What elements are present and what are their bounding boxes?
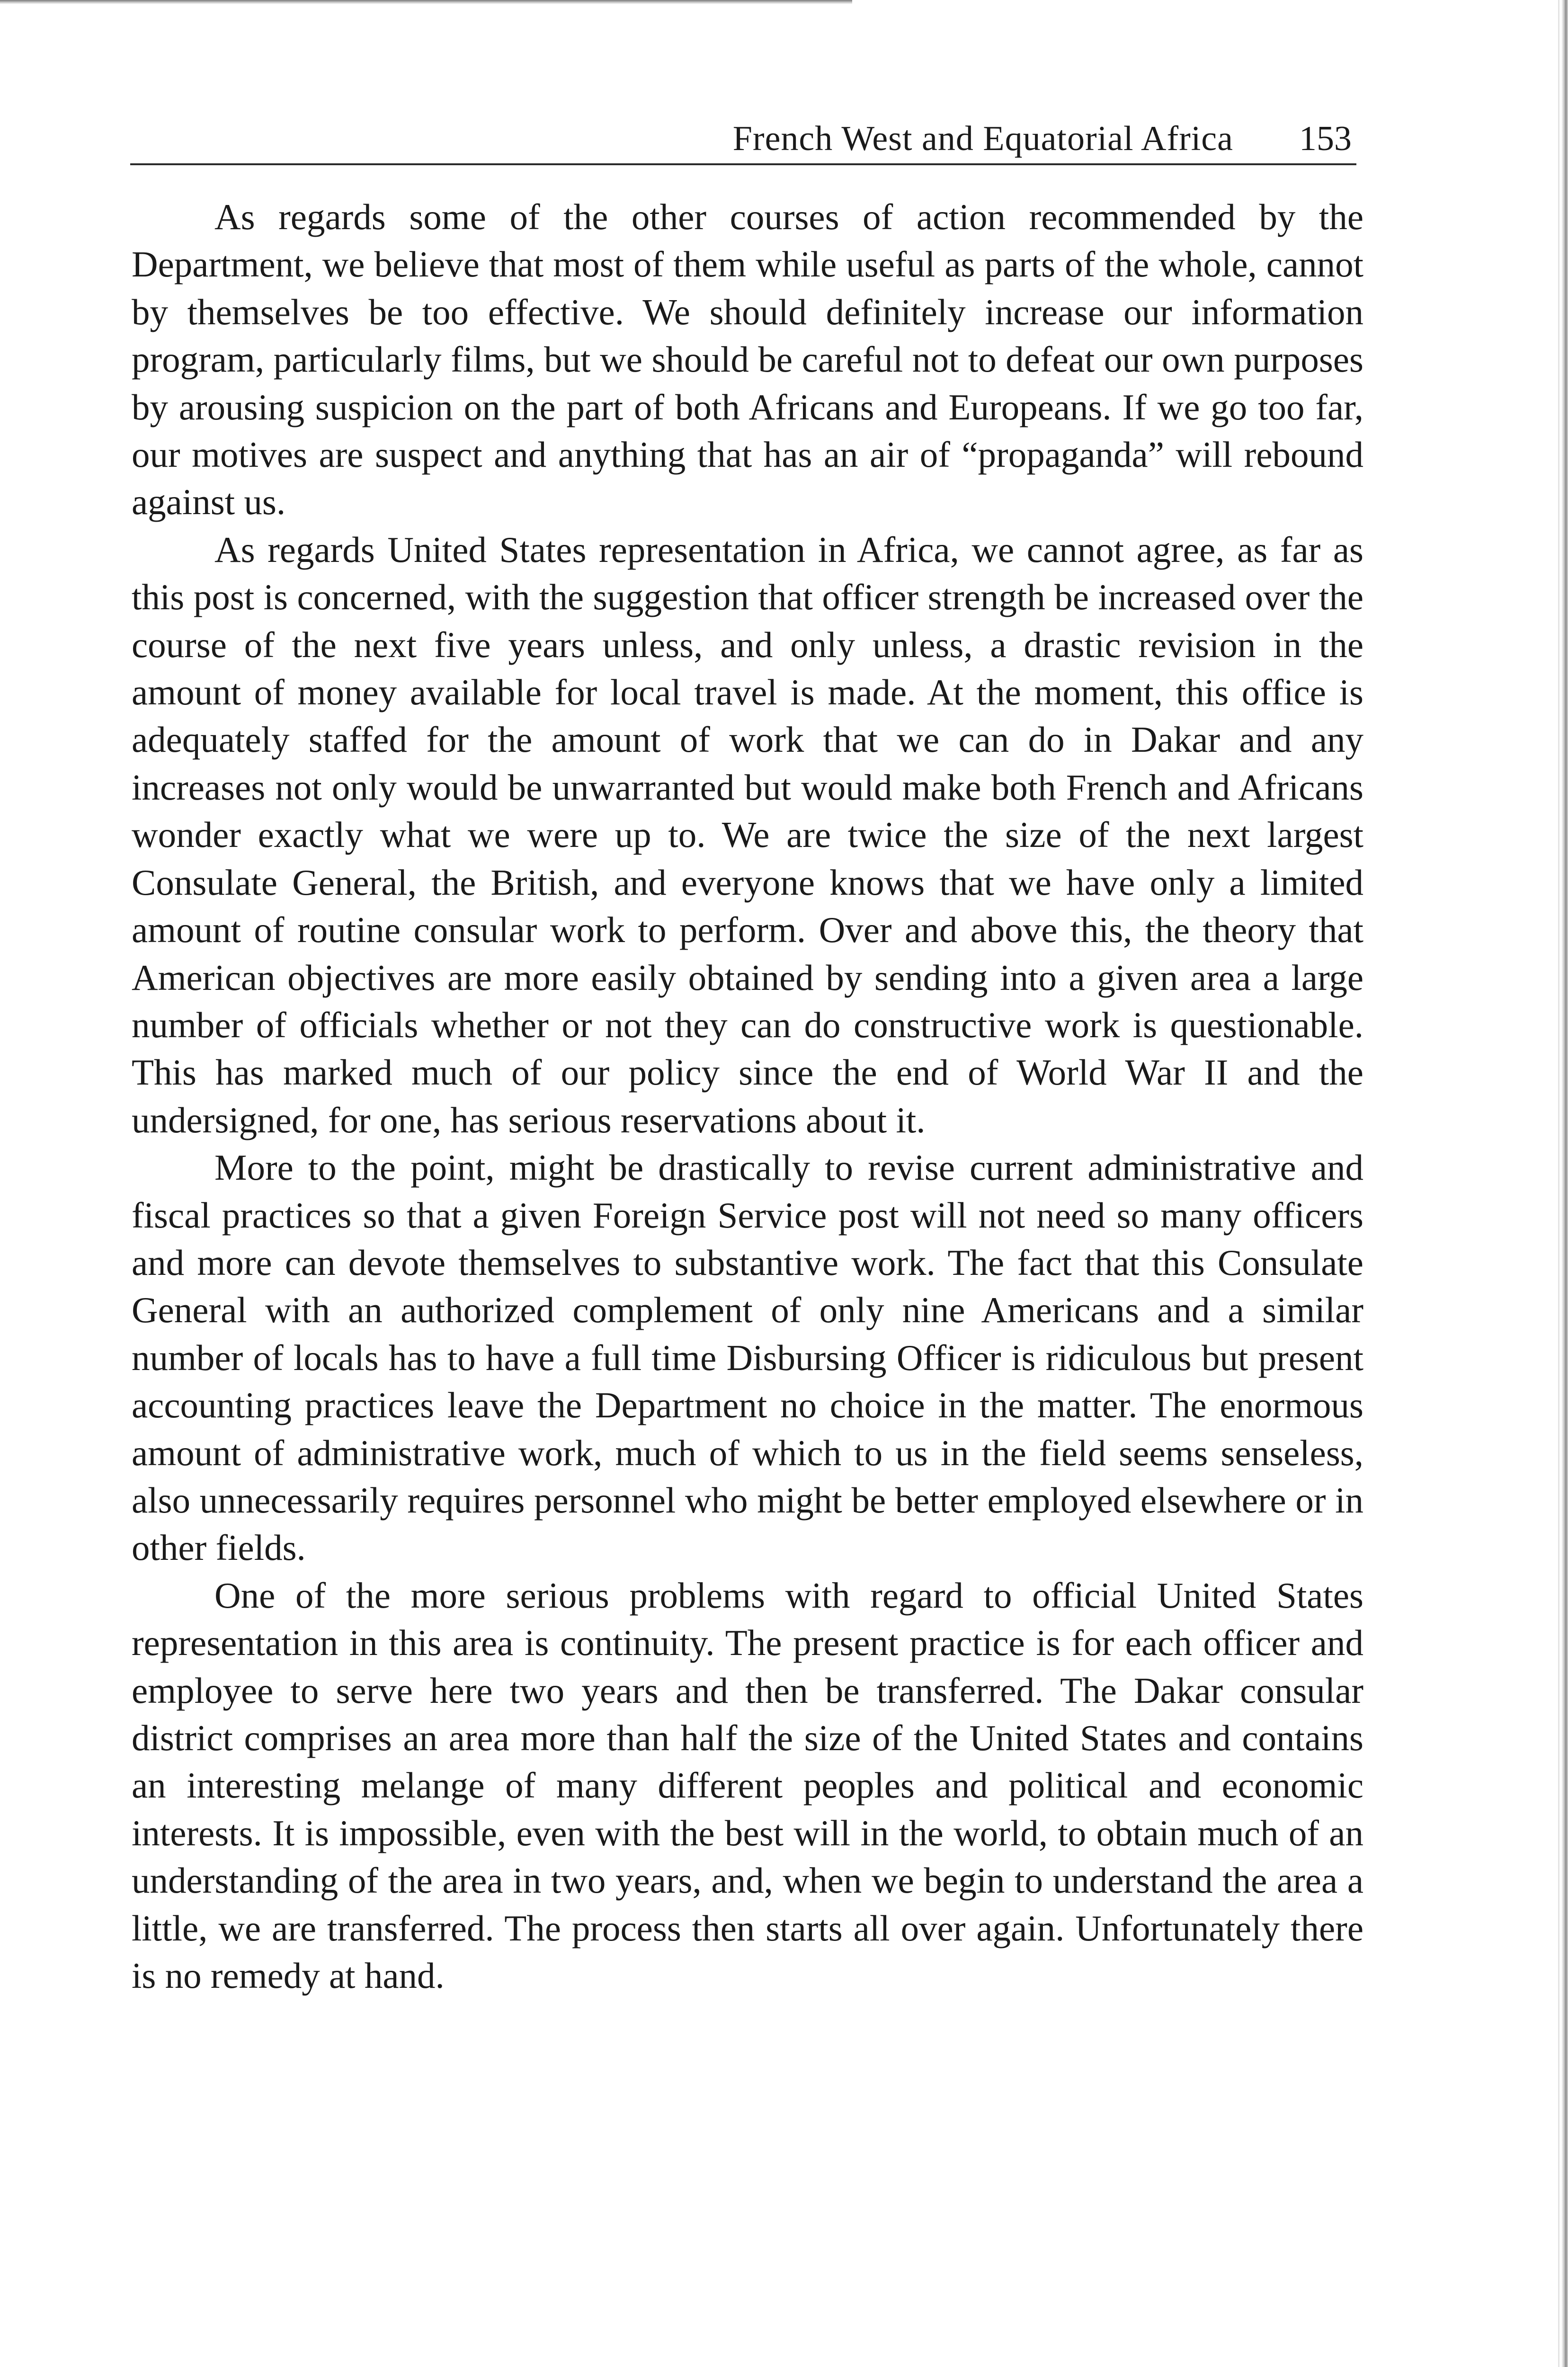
paragraph: More to the point, might be drastically to revise current administrative and fiscal practices so that a given Foreign Service post will not need so many officers and more can devote themselves to substantive work. The fact that this Consulate General with an authorized complement of only nine Americans and a similar number of locals has to have a full time Disbursing Officer is ridiculous but present accounting practices leave the Department no choice in the matter. The enormous amount of administrative work, much of which to us in the field seems senseless, also unnecessarily requires personnel who might be better employed elsewhere or in other fields. — [132, 1147, 1363, 1568]
paragraph: As regards some of the other courses of action recommended by the Department, we believe that most of them while useful as parts of the whole, cannot by themselves be too effective. We should definitely increase our information program, particularly films, but we should be careful not to defeat our own purposes by arousing suspicion on the part of both Africans and Europeans. If we go too far, our motives are suspect and anything that has an air of “propaganda” will rebound against us. — [132, 196, 1363, 523]
page-binding-line — [1558, 0, 1559, 2367]
paragraph: As regards United States representation in Africa, we cannot agree, as far as this post is concerned, with the suggestion that officer strength be increased over the course of the next five years unless, and only unless, a drastic revision in the amount of money available for local travel is made. At the moment, this office is adequately staffed for the amount of work that we can do in Dakar and any increases not only would be unwarranted but would make both French and Africans wonder exactly what we were up to. We are twice the size of the next largest Consulate General, the British, and everyone knows that we have only a limited amount of routine consular work to perform. Over and above this, the theory that American objectives are more easily obtained by sending into a given area a large number of officials whether or not they can do constructive work is questionable. This has marked much of our policy since the end of World War II and the undersigned, for one, has serious reservations about it. — [132, 529, 1363, 1140]
body-text — [132, 193, 1363, 1999]
running-header-title: French West and Equatorial Africa — [732, 119, 1233, 158]
page-top-edge-shadow — [0, 0, 852, 4]
running-header — [130, 114, 1356, 165]
paragraph: One of the more serious problems with regard to official United States representation in this area is continuity. The present practice is for each officer and employee to serve here two years and then be transferred. The Dakar consular district comprises an area more than half the size of the United States and contains an interesting melange of many different peoples and political and economic interests. It is impossible, even with the best will in the world, to obtain much of an understanding of the area in two years, and, when we begin to understand the area a little, we are transferred. The process then starts all over again. Unfortunately there is no remedy at hand. — [132, 1575, 1363, 1996]
page-binding-edge — [1561, 0, 1568, 2367]
page-number: 153 — [1299, 119, 1352, 158]
